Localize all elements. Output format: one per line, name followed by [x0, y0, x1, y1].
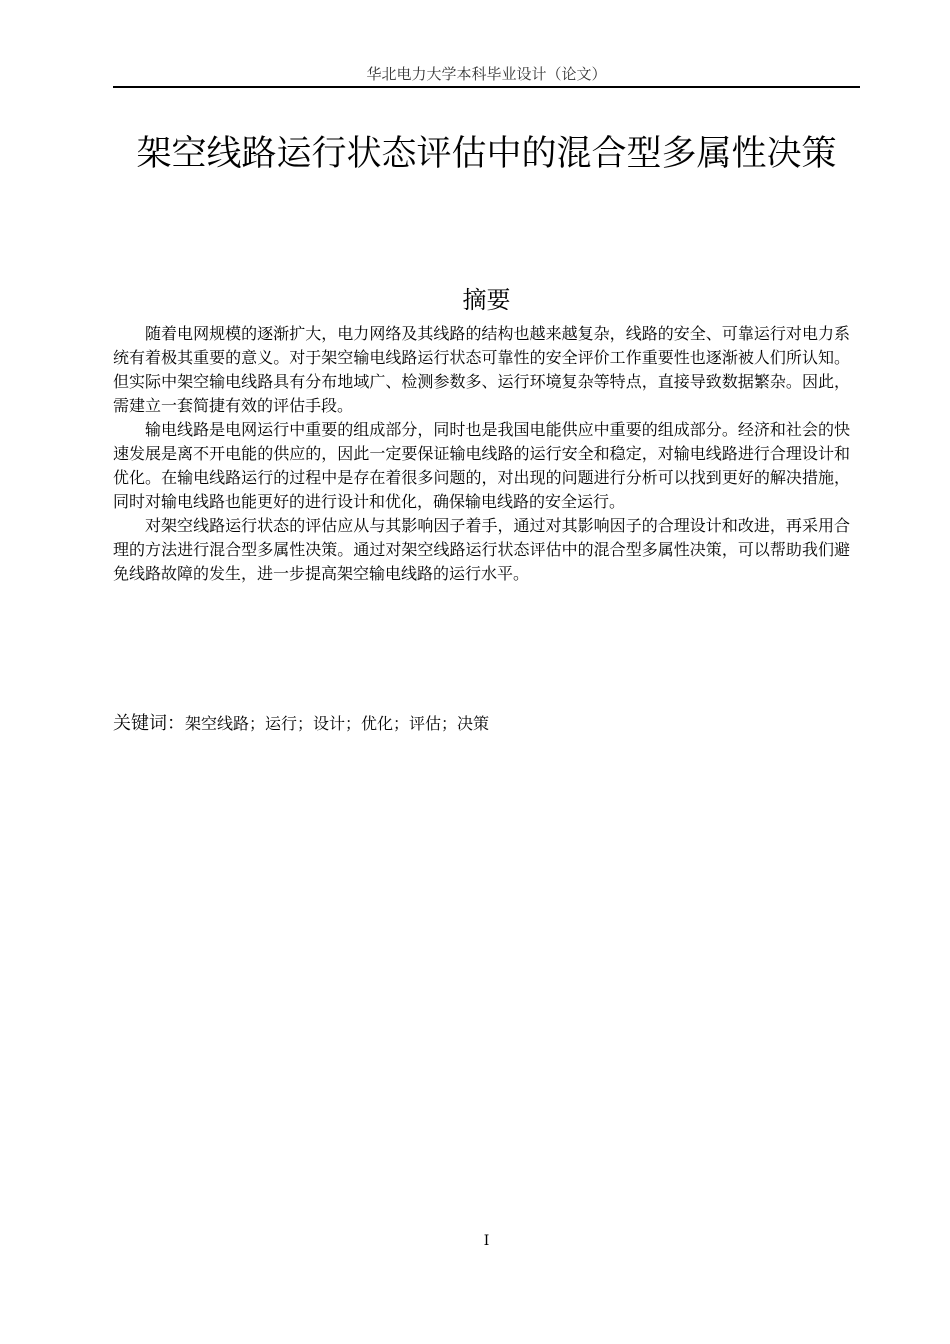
document-title: 架空线路运行状态评估中的混合型多属性决策 — [136, 134, 837, 174]
abstract-paragraph-2: 输电线路是电网运行中重要的组成部分，同时也是我国电能供应中重要的组成部分。经济和社会的快速发展是离不开电能的供应的，因此一定要保证输电线路的运行安全和稳定，对输电线路进行合理设计和优化。在输电线路运行的过程中是存在着很多问题的，对出现的问题进行分析可以找到更好的解决措施，同时对输电线路也能更好的进行设计和优化，确保输电线路的安全运行。 — [113, 420, 850, 511]
keywords — [113, 710, 850, 738]
keywords-value: 架空线路；运行；设计；优化；评估；决策 — [185, 714, 490, 733]
keywords-label: 关键词： — [113, 713, 185, 734]
abstract-paragraph-1: 随着电网规模的逐渐扩大，电力网络及其线路的结构也越来越复杂，线路的安全、可靠运行对电力系统有着极其重要的意义。对于架空输电线路运行状态可靠性的安全评价工作重要性也逐渐被人们所认知。但实际中架空输电线路具有分布地域广、检测参数多、运行环境复杂等特点，直接导致数据繁杂。因此，需建立一套简捷有效的评估手段。 — [113, 324, 850, 415]
running-header: 华北电力大学本科毕业设计（论文） — [366, 65, 607, 83]
header-rule — [113, 86, 860, 88]
abstract-paragraph-3: 对架空线路运行状态的评估应从与其影响因子着手，通过对其影响因子的合理设计和改进，再采用合理的方法进行混合型多属性决策。通过对架空线路运行状态评估中的混合型多属性决策，可以帮助我们避免线路故障的发生，进一步提高架空输电线路的运行水平。 — [113, 516, 850, 583]
abstract-body — [113, 322, 850, 586]
abstract-heading: 摘要 — [462, 286, 511, 314]
page-number: I — [483, 1233, 490, 1249]
